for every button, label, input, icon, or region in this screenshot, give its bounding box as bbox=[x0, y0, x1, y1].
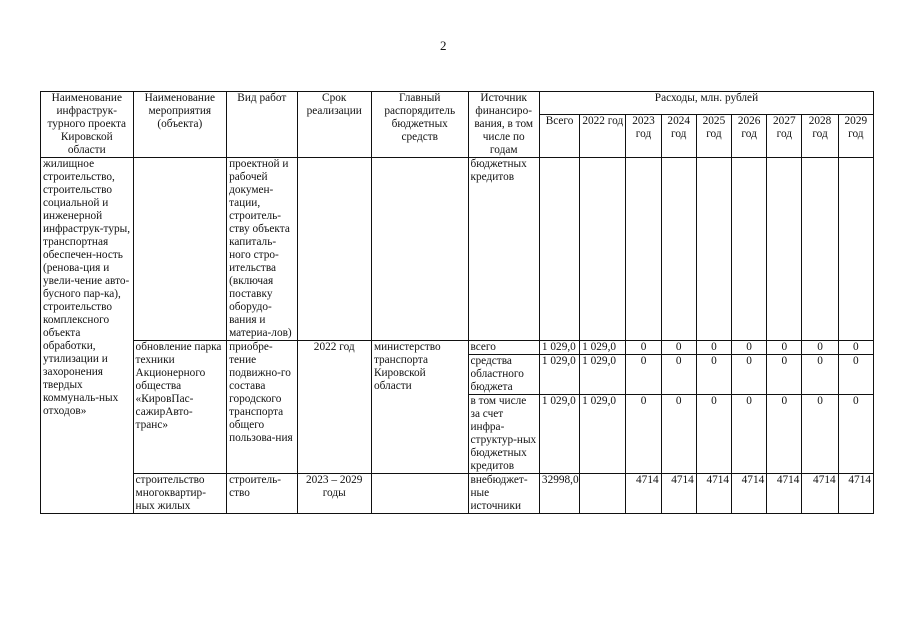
value-cell: 0 bbox=[626, 395, 661, 474]
value-cell: 1 029,0 bbox=[539, 341, 579, 355]
header-year: 2027 год bbox=[767, 114, 802, 157]
table-cell bbox=[133, 158, 227, 341]
value-cell: 0 bbox=[732, 341, 767, 355]
source-cell: внебюджет-ные источники bbox=[468, 474, 539, 514]
value-cell: 1 029,0 bbox=[539, 395, 579, 474]
work-type-cell: проектной и рабочей докумен-тации, строитель-ству объекта капиталь-ного стро-ительства (включая поставку оборудо-вания и материа-лов) bbox=[227, 158, 297, 341]
value-cell: 1 029,0 bbox=[539, 355, 579, 395]
value-cell: 0 bbox=[696, 395, 731, 474]
value-cell: 0 bbox=[626, 355, 661, 395]
value-cell: 4714 bbox=[732, 474, 767, 514]
table-cell bbox=[371, 158, 468, 341]
value-cell: 1 029,0 bbox=[580, 355, 626, 395]
value-cell: 4714 bbox=[661, 474, 696, 514]
value-cell: 0 bbox=[802, 341, 838, 355]
table-row bbox=[41, 341, 874, 355]
activity-cell: обновление парка техники Акционерного общества «КировПас-сажирАвто-транс» bbox=[133, 341, 227, 474]
work-type-cell: строитель-ство bbox=[227, 474, 297, 514]
header-year: 2023 год bbox=[626, 114, 661, 157]
activity-cell: строительство многоквартир-ных жилых bbox=[133, 474, 227, 514]
header-row bbox=[41, 92, 874, 115]
header-manager: Главный распорядитель бюджетных средств bbox=[371, 92, 468, 158]
value-cell: 0 bbox=[661, 395, 696, 474]
term-cell: 2023 – 2029 годы bbox=[297, 474, 371, 514]
table-cell bbox=[297, 158, 371, 341]
value-cell: 0 bbox=[696, 355, 731, 395]
value-cell: 0 bbox=[838, 341, 873, 355]
header-project: Наименование инфраструк-турного проекта Кировской области bbox=[41, 92, 134, 158]
source-cell: средства областного бюджета bbox=[468, 355, 539, 395]
value-cell: 4714 bbox=[626, 474, 661, 514]
value-cell bbox=[580, 474, 626, 514]
value-cell: 0 bbox=[661, 355, 696, 395]
value-cell: 0 bbox=[802, 355, 838, 395]
value-cell: 32998,0 bbox=[539, 474, 579, 514]
source-cell: всего bbox=[468, 341, 539, 355]
header-year: 2024 год bbox=[661, 114, 696, 157]
value-cell: 0 bbox=[626, 341, 661, 355]
value-cell: 4714 bbox=[838, 474, 873, 514]
header-year: 2028 год bbox=[802, 114, 838, 157]
table-row bbox=[41, 158, 874, 341]
value-cell: 0 bbox=[802, 395, 838, 474]
header-total: Всего bbox=[539, 114, 579, 157]
header-term: Срок реализации bbox=[297, 92, 371, 158]
header-activity: Наименование мероприятия (объекта) bbox=[133, 92, 227, 158]
source-cell: в том числе за счет инфра-структур-ных бюджетных кредитов bbox=[468, 395, 539, 474]
work-type-cell: приобре-тение подвижно-го состава городского транспорта общего пользова-ния bbox=[227, 341, 297, 474]
value-cell: 0 bbox=[732, 395, 767, 474]
value-cell: 0 bbox=[696, 341, 731, 355]
value-cell: 0 bbox=[767, 395, 802, 474]
value-cell: 0 bbox=[838, 355, 873, 395]
value-cell: 0 bbox=[732, 355, 767, 395]
header-year: 2022 год bbox=[580, 114, 626, 157]
manager-cell: министерство транспорта Кировской области bbox=[371, 341, 468, 474]
value-cell: 0 bbox=[838, 395, 873, 474]
expenses-table bbox=[40, 91, 874, 514]
header-work-type: Вид работ bbox=[227, 92, 297, 158]
table-row bbox=[41, 474, 874, 514]
value-cell: 4714 bbox=[802, 474, 838, 514]
value-cell: 0 bbox=[767, 355, 802, 395]
header-year: 2029 год bbox=[838, 114, 873, 157]
manager-cell bbox=[371, 474, 468, 514]
value-cell: 4714 bbox=[696, 474, 731, 514]
term-cell: 2022 год bbox=[297, 341, 371, 474]
header-year: 2026 год bbox=[732, 114, 767, 157]
value-cell: 0 bbox=[661, 341, 696, 355]
header-source: Источник финансиро-вания, в том числе по годам bbox=[468, 92, 539, 158]
value-cell: 1 029,0 bbox=[580, 341, 626, 355]
header-expenses: Расходы, млн. рублей bbox=[539, 92, 873, 115]
value-cell: 4714 bbox=[767, 474, 802, 514]
project-name-cell: жилищное строительство, строительство социальной и инженерной инфраструк-туры, транспортная обеспечен-ность (ренова-ция и увели-чение авто-бусного пар-ка), строительство комплексного объекта обработки, утилизации и захоронения твердых коммуналь-ных отходов» bbox=[41, 158, 134, 514]
source-cell: бюджетных кредитов bbox=[468, 158, 539, 341]
header-year: 2025 год bbox=[696, 114, 731, 157]
page-number: 2 bbox=[440, 38, 447, 53]
value-cell: 0 bbox=[767, 341, 802, 355]
value-cell: 1 029,0 bbox=[580, 395, 626, 474]
